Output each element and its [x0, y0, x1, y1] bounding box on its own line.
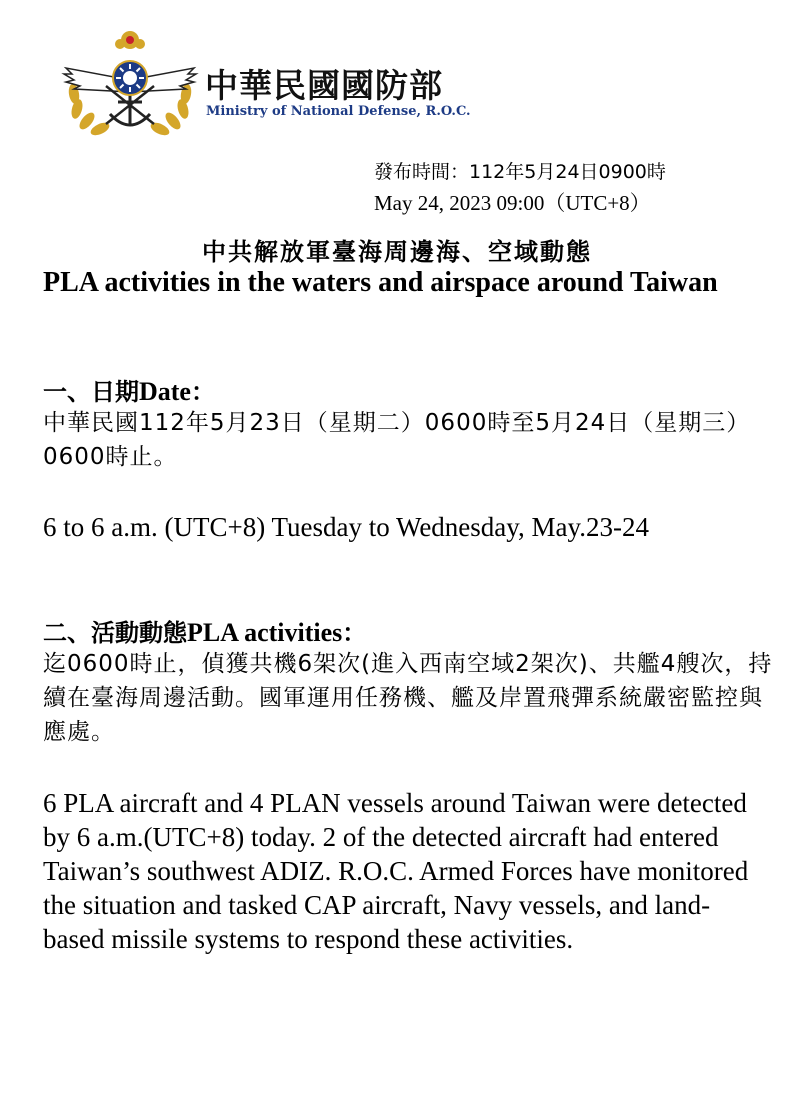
section-activities-text-zh: 迄0600時止，偵獲共機6架次(進入西南空域2架次)、共艦4艘次，持續在臺海周邊活動。國軍運用任務機、艦及岸置飛彈系統嚴密監控與應處。	[43, 651, 773, 745]
section-activities-heading-colon: ：	[342, 619, 367, 647]
mnd-emblem-logo	[60, 28, 200, 140]
section-date-text-en: 6 to 6 a.m. (UTC+8) Tuesday to Wednesday, May.23-24	[43, 512, 649, 542]
release-time-zh: 發布時間：112年5月24日0900時	[374, 161, 666, 183]
section-date-text-zh: 中華民國112年5月23日（星期二）0600時至5月24日（星期三）0600時止。	[43, 410, 751, 470]
organization-name-zh: 中華民國國防部	[205, 66, 443, 105]
document-title-en: PLA activities in the waters and airspace around Taiwan	[43, 267, 718, 298]
section-date-heading-colon: ：	[190, 378, 215, 406]
section-date-heading	[43, 372, 215, 407]
release-time-en: May 24, 2023 09:00（UTC+8）	[374, 191, 651, 215]
section-activities-heading-en: PLA activities	[187, 618, 343, 647]
organization-name-en: Ministry of National Defense, R.O.C.	[206, 104, 471, 119]
section-activities-text-en: 6 PLA aircraft and 4 PLAN vessels around Taiwan were detected by 6 a.m.(UTC+8) today. 2 of the detected aircraft had entered Taiwan’s southwest ADIZ. R.O.C. Armed Forces have monitored the situation and tasked CAP aircraft, Navy vessels, and land-based missile systems to respond these activities.	[43, 788, 749, 954]
emblem-icon	[60, 28, 200, 140]
section-activities-heading-zh: 二、活動動態	[43, 619, 187, 647]
section-date-heading-en: Date	[139, 377, 191, 406]
section-date-heading-zh: 一、日期	[43, 378, 139, 406]
document-title-zh: 中共解放軍臺海周邊海、空域動態	[202, 238, 592, 266]
release-time	[374, 157, 666, 219]
section-activities-heading	[43, 613, 366, 648]
